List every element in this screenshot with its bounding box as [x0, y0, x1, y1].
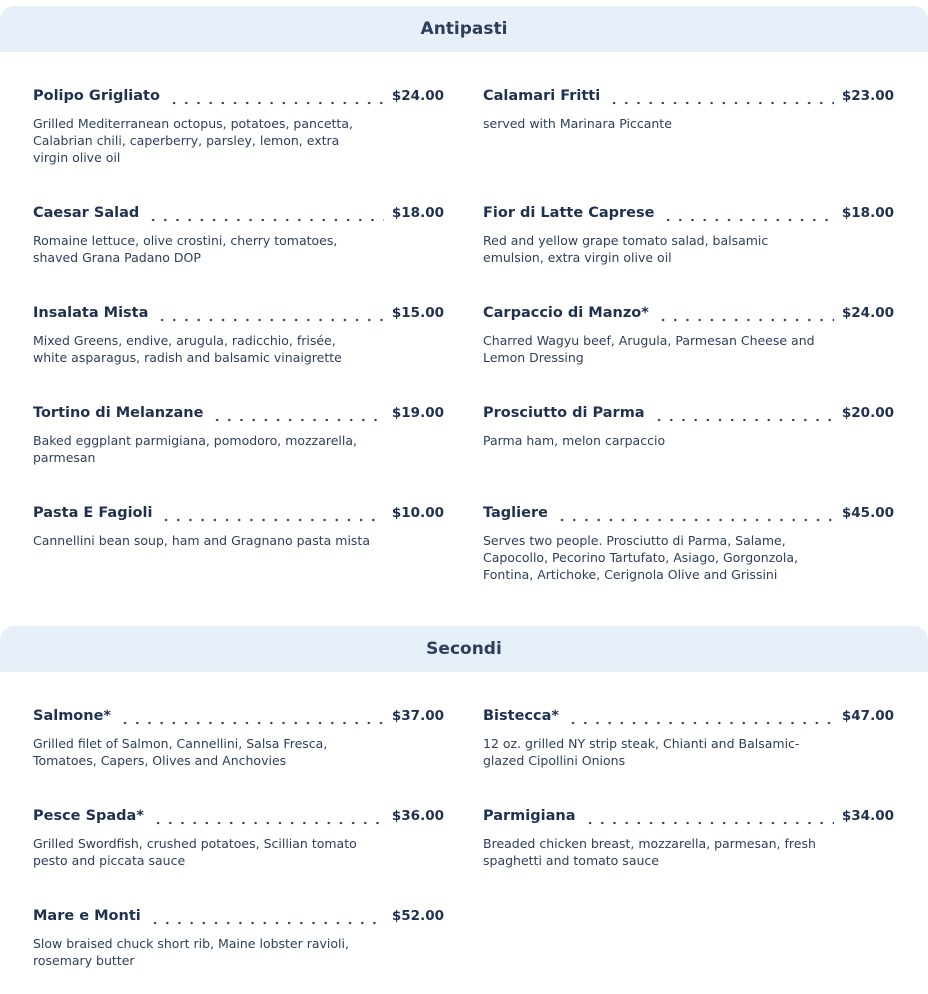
item-price: $18.00	[841, 205, 894, 221]
item-price: $24.00	[391, 88, 444, 104]
item-name: Pasta E Fagioli	[33, 505, 153, 521]
menu-item	[33, 808, 444, 869]
item-price: $20.00	[841, 405, 894, 421]
item-price: $24.00	[841, 305, 894, 321]
dot-leader	[584, 821, 834, 825]
item-description: Slow braised chuck short rib, Maine lobster ravioli, rosemary butter	[33, 936, 349, 968]
item-name: Salmone*	[33, 708, 112, 724]
item-name: Parmigiana	[483, 808, 576, 824]
menu-item	[483, 405, 894, 449]
menu-item	[483, 708, 894, 769]
item-name: Tagliere	[483, 505, 548, 521]
item-description: Charred Wagyu beef, Arugula, Parmesan Cheese and Lemon Dressing	[483, 333, 815, 365]
menu-item	[33, 205, 444, 266]
item-price: $10.00	[391, 505, 444, 521]
dot-leader	[119, 721, 384, 725]
item-description: Grilled Swordfish, crushed potatoes, Scillian tomato pesto and piccata sauce	[33, 836, 357, 868]
item-price: $34.00	[841, 808, 894, 824]
menu-item	[483, 205, 894, 266]
menu-item	[483, 505, 894, 583]
item-price: $52.00	[391, 908, 444, 924]
item-description: Romaine lettuce, olive crostini, cherry tomatoes, shaved Grana Padano DOP	[33, 233, 338, 265]
menu-item	[483, 808, 894, 869]
item-name: Mare e Monti	[33, 908, 141, 924]
item-name: Pesce Spada*	[33, 808, 144, 824]
menu-item	[483, 88, 894, 132]
item-description: Grilled Mediterranean octopus, potatoes, pancetta, Calabrian chili, caperberry, parsley, lemon, extra virgin olive oil	[33, 116, 353, 165]
item-price: $47.00	[841, 708, 894, 724]
dot-leader	[567, 721, 834, 725]
section-header-antipasti: Antipasti	[0, 6, 928, 52]
dot-leader	[662, 218, 833, 222]
item-price: $36.00	[391, 808, 444, 824]
item-name: Fior di Latte Caprese	[483, 205, 655, 221]
dot-leader	[152, 821, 384, 825]
item-description: Mixed Greens, endive, arugula, radicchio, frisée, white asparagus, radish and balsamic vinaigrette	[33, 333, 342, 365]
item-description: 12 oz. grilled NY strip steak, Chianti and Balsamic-glazed Cipollini Onions	[483, 736, 800, 768]
item-name: Bistecca*	[483, 708, 559, 724]
item-name: Prosciutto di Parma	[483, 405, 645, 421]
dot-leader	[149, 921, 384, 925]
dot-leader	[556, 518, 834, 522]
item-description: Grilled filet of Salmon, Cannellini, Salsa Fresca, Tomatoes, Capers, Olives and Anchovies	[33, 736, 328, 768]
dot-leader	[211, 418, 383, 422]
menu-item	[33, 708, 444, 769]
menu-item	[33, 405, 444, 466]
item-description: Cannellini bean soup, ham and Gragnano pasta mista	[33, 533, 370, 548]
menu-item	[33, 88, 444, 166]
dot-leader	[657, 318, 834, 322]
item-description: Parma ham, melon carpaccio	[483, 433, 666, 448]
item-price: $23.00	[841, 88, 894, 104]
item-name: Calamari Fritti	[483, 88, 601, 104]
menu-item	[33, 908, 444, 969]
menu-item	[33, 505, 444, 549]
item-price: $37.00	[391, 708, 444, 724]
menu-item	[483, 305, 894, 366]
dot-leader	[168, 101, 384, 105]
dot-leader	[653, 418, 834, 422]
item-description: Serves two people. Prosciutto di Parma, Salame, Capocollo, Pecorino Tartufato, Asiago, Gorgonzola, Fontina, Artichoke, Cerignola Olive and Grissini	[483, 533, 799, 582]
item-name: Caesar Salad	[33, 205, 140, 221]
dot-leader	[147, 218, 384, 222]
item-price: $18.00	[391, 205, 444, 221]
item-description: Red and yellow grape tomato salad, balsamic emulsion, extra virgin olive oil	[483, 233, 769, 265]
item-price: $45.00	[841, 505, 894, 521]
menu-item	[33, 305, 444, 366]
item-price: $19.00	[391, 405, 444, 421]
item-name: Tortino di Melanzane	[33, 405, 204, 421]
item-description: served with Marinara Piccante	[483, 116, 672, 131]
item-description: Baked eggplant parmigiana, pomodoro, mozzarella, parmesan	[33, 433, 357, 465]
item-description: Breaded chicken breast, mozzarella, parmesan, fresh spaghetti and tomato sauce	[483, 836, 816, 868]
item-name: Insalata Mista	[33, 305, 149, 321]
dot-leader	[608, 101, 834, 105]
item-name: Carpaccio di Manzo*	[483, 305, 649, 321]
dot-leader	[160, 518, 383, 522]
item-price: $15.00	[391, 305, 444, 321]
section-header-secondi: Secondi	[0, 626, 928, 672]
item-name: Polipo Grigliato	[33, 88, 160, 104]
dot-leader	[156, 318, 383, 322]
